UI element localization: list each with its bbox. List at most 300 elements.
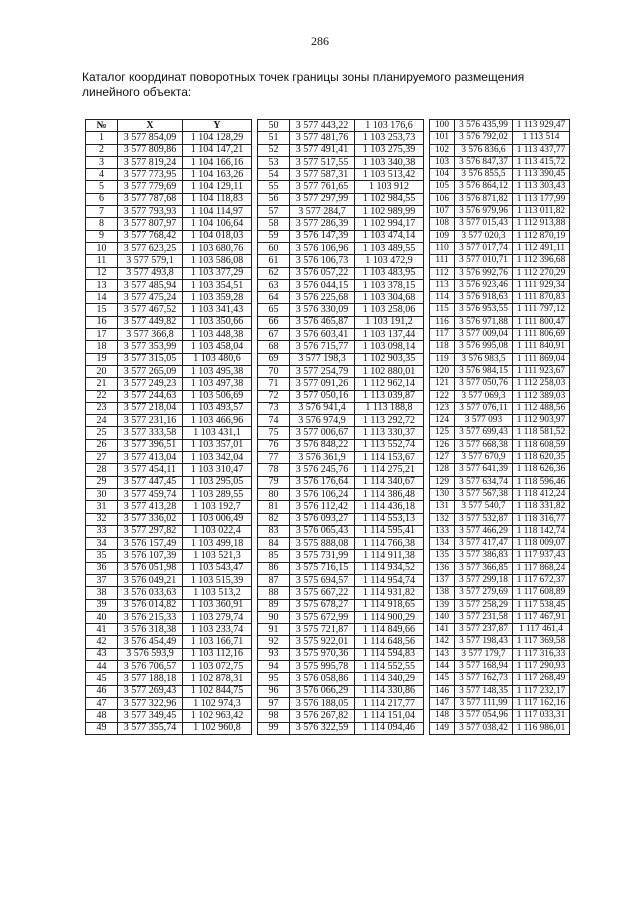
point-number-cell: 116 — [430, 316, 455, 328]
point-number-cell: 149 — [430, 722, 455, 734]
table-row — [430, 501, 570, 513]
y-coordinate-cell: 1 117 467,91 — [513, 611, 570, 623]
table-row — [258, 513, 424, 525]
x-coordinate-cell: 3 577 809,86 — [118, 144, 183, 156]
point-number-cell: 146 — [430, 685, 455, 697]
y-coordinate-cell: 1 103 378,15 — [355, 279, 424, 291]
table-row — [258, 329, 424, 341]
y-coordinate-cell: 1 111 840,91 — [513, 341, 570, 353]
y-coordinate-cell: 1 103 341,43 — [183, 304, 252, 316]
point-number-cell: 3 — [86, 156, 118, 168]
y-coordinate-cell: 1 103 289,55 — [183, 488, 252, 500]
x-coordinate-cell: 3 577 670,9 — [455, 452, 513, 464]
table-row — [258, 636, 424, 648]
table-row — [258, 304, 424, 316]
y-coordinate-cell: 1 114 911,38 — [355, 550, 424, 562]
y-coordinate-cell: 1 118 608,59 — [513, 439, 570, 451]
table-row — [258, 673, 424, 685]
x-coordinate-cell: 3 577 237,87 — [455, 624, 513, 636]
table-row — [430, 292, 570, 304]
y-coordinate-cell: 1 114 594,83 — [355, 648, 424, 660]
table-row — [86, 230, 252, 242]
table-row — [430, 452, 570, 464]
y-coordinate-cell: 1 103 350,66 — [183, 316, 252, 328]
y-coordinate-cell: 1 114 648,56 — [355, 636, 424, 648]
point-number-cell: 76 — [258, 439, 290, 451]
y-coordinate-cell: 1 118 596,46 — [513, 476, 570, 488]
table-row — [258, 120, 424, 132]
table-row — [258, 427, 424, 439]
table-row — [86, 599, 252, 611]
y-coordinate-cell: 1 103 295,05 — [183, 476, 252, 488]
point-number-cell: 145 — [430, 673, 455, 685]
y-coordinate-cell: 1 117 538,45 — [513, 599, 570, 611]
point-number-cell: 22 — [86, 390, 118, 402]
table-row — [86, 304, 252, 316]
point-number-cell: 1 — [86, 132, 118, 144]
x-coordinate-cell: 3 576 603,41 — [290, 329, 355, 341]
point-number-cell: 127 — [430, 452, 455, 464]
point-number-cell: 118 — [430, 341, 455, 353]
x-coordinate-cell: 3 576 051,98 — [118, 562, 183, 574]
x-coordinate-cell: 3 577 069,3 — [455, 390, 513, 402]
table-row — [86, 464, 252, 476]
table-row — [258, 525, 424, 537]
table-row — [430, 525, 570, 537]
table-row — [430, 120, 570, 132]
x-coordinate-cell: 3 575 678,27 — [290, 599, 355, 611]
x-coordinate-cell: 3 577 353,99 — [118, 341, 183, 353]
y-coordinate-cell: 1 102 903,35 — [355, 353, 424, 365]
y-coordinate-cell: 1 103 448,38 — [183, 329, 252, 341]
point-number-cell: 66 — [258, 316, 290, 328]
table-row — [86, 710, 252, 722]
y-coordinate-cell: 1 102 878,31 — [183, 673, 252, 685]
point-number-cell: 60 — [258, 242, 290, 254]
x-coordinate-cell: 3 577 761,65 — [290, 181, 355, 193]
y-coordinate-cell: 1 117 672,37 — [513, 574, 570, 586]
table-row — [86, 255, 252, 267]
x-coordinate-cell: 3 576 855,5 — [455, 169, 513, 181]
point-number-cell: 109 — [430, 230, 455, 242]
point-number-cell: 7 — [86, 206, 118, 218]
point-number-cell: 16 — [86, 316, 118, 328]
table-row — [86, 673, 252, 685]
point-number-cell: 134 — [430, 538, 455, 550]
point-number-cell: 80 — [258, 488, 290, 500]
y-coordinate-cell: 1 103 377,29 — [183, 267, 252, 279]
x-coordinate-cell: 3 577 773,95 — [118, 169, 183, 181]
table-row — [430, 710, 570, 722]
point-number-cell: 64 — [258, 292, 290, 304]
table-row — [258, 402, 424, 414]
table-row — [258, 648, 424, 660]
point-number-cell: 143 — [430, 648, 455, 660]
point-number-cell: 86 — [258, 562, 290, 574]
table-row — [430, 353, 570, 365]
x-coordinate-cell: 3 576 953,55 — [455, 304, 513, 316]
point-number-cell: 24 — [86, 415, 118, 427]
y-coordinate-cell: 1 113 552,74 — [355, 439, 424, 451]
y-coordinate-cell: 1 117 608,89 — [513, 587, 570, 599]
x-coordinate-cell: 3 577 297,82 — [118, 525, 183, 537]
x-coordinate-cell: 3 575 922,01 — [290, 636, 355, 648]
point-number-cell: 93 — [258, 648, 290, 660]
y-coordinate-cell: 1 104 166,16 — [183, 156, 252, 168]
y-coordinate-cell: 1 103 258,06 — [355, 304, 424, 316]
x-coordinate-cell: 3 576 267,82 — [290, 710, 355, 722]
table-row — [430, 279, 570, 291]
point-number-cell: 105 — [430, 181, 455, 193]
coordinates-table-2 — [257, 119, 424, 735]
table-body — [258, 120, 424, 735]
x-coordinate-cell: 3 577 297,99 — [290, 193, 355, 205]
x-coordinate-cell: 3 577 481,76 — [290, 132, 355, 144]
table-row — [258, 292, 424, 304]
y-coordinate-cell: 1 117 868,24 — [513, 562, 570, 574]
point-number-cell: 62 — [258, 267, 290, 279]
y-coordinate-cell: 1 104 128,29 — [183, 132, 252, 144]
point-number-cell: 147 — [430, 697, 455, 709]
x-coordinate-cell: 3 577 010,71 — [455, 255, 513, 267]
point-number-cell: 103 — [430, 156, 455, 168]
y-coordinate-cell: 1 114 330,86 — [355, 685, 424, 697]
table-row — [430, 304, 570, 316]
y-coordinate-cell: 1 114 340,29 — [355, 673, 424, 685]
point-number-cell: 87 — [258, 574, 290, 586]
table-row — [430, 697, 570, 709]
point-number-cell: 83 — [258, 525, 290, 537]
x-coordinate-cell: 3 576 454,49 — [118, 636, 183, 648]
point-number-cell: 36 — [86, 562, 118, 574]
point-number-cell: 68 — [258, 341, 290, 353]
point-number-cell: 11 — [86, 255, 118, 267]
point-number-cell: 46 — [86, 685, 118, 697]
table-row — [258, 476, 424, 488]
y-coordinate-cell: 1 104 114,97 — [183, 206, 252, 218]
point-number-cell: 28 — [86, 464, 118, 476]
point-number-cell: 85 — [258, 550, 290, 562]
point-number-cell: 42 — [86, 636, 118, 648]
table-row — [258, 550, 424, 562]
y-coordinate-cell: 1 104 147,21 — [183, 144, 252, 156]
point-number-cell: 52 — [258, 144, 290, 156]
point-number-cell: 30 — [86, 488, 118, 500]
y-coordinate-cell: 1 117 232,17 — [513, 685, 570, 697]
point-number-cell: 5 — [86, 181, 118, 193]
coordinates-table-1 — [85, 119, 252, 735]
x-coordinate-cell: 3 576 992,76 — [455, 267, 513, 279]
table-row — [86, 501, 252, 513]
table-row — [86, 538, 252, 550]
point-number-cell: 139 — [430, 599, 455, 611]
x-coordinate-cell: 3 576 049,21 — [118, 574, 183, 586]
table-row — [86, 488, 252, 500]
point-number-cell: 17 — [86, 329, 118, 341]
x-coordinate-cell: 3 577 017,74 — [455, 242, 513, 254]
point-number-cell: 72 — [258, 390, 290, 402]
x-coordinate-cell: 3 577 148,35 — [455, 685, 513, 697]
x-coordinate-cell: 3 577 050,76 — [455, 378, 513, 390]
point-number-cell: 34 — [86, 538, 118, 550]
y-coordinate-cell: 1 103 466,96 — [183, 415, 252, 427]
y-coordinate-cell: 1 113 437,77 — [513, 144, 570, 156]
table-row — [258, 144, 424, 156]
table-row — [86, 353, 252, 365]
table-row — [258, 255, 424, 267]
x-coordinate-cell: 3 576 923,46 — [455, 279, 513, 291]
table-row — [430, 661, 570, 673]
table-row — [86, 587, 252, 599]
point-number-cell: 95 — [258, 673, 290, 685]
table-row — [258, 365, 424, 377]
table-row — [258, 661, 424, 673]
y-coordinate-cell: 1 112 270,29 — [513, 267, 570, 279]
point-number-cell: 48 — [86, 710, 118, 722]
y-coordinate-cell: 1 114 849,66 — [355, 624, 424, 636]
y-coordinate-cell: 1 103 489,55 — [355, 242, 424, 254]
y-coordinate-cell: 1 113 330,37 — [355, 427, 424, 439]
point-number-cell: 15 — [86, 304, 118, 316]
y-coordinate-cell: 1 111 870,83 — [513, 292, 570, 304]
y-coordinate-cell: 1 103 304,68 — [355, 292, 424, 304]
table-row — [258, 279, 424, 291]
table-row — [430, 329, 570, 341]
x-coordinate-cell: 3 577 459,74 — [118, 488, 183, 500]
y-coordinate-cell: 1 118 316,77 — [513, 513, 570, 525]
table-row — [430, 156, 570, 168]
point-number-cell: 89 — [258, 599, 290, 611]
x-coordinate-cell: 3 576 715,77 — [290, 341, 355, 353]
x-coordinate-cell: 3 576 147,39 — [290, 230, 355, 242]
x-coordinate-cell: 3 576 176,64 — [290, 476, 355, 488]
x-coordinate-cell: 3 576 093,27 — [290, 513, 355, 525]
point-number-cell: 96 — [258, 685, 290, 697]
table-body — [86, 132, 252, 735]
x-coordinate-cell: 3 577 284,7 — [290, 206, 355, 218]
point-number-cell: 148 — [430, 710, 455, 722]
point-number-cell: 104 — [430, 169, 455, 181]
x-coordinate-cell: 3 576 106,24 — [290, 488, 355, 500]
table-row — [430, 513, 570, 525]
y-coordinate-cell: 1 102 960,8 — [183, 722, 252, 734]
x-coordinate-cell: 3 577 162,73 — [455, 673, 513, 685]
x-coordinate-cell: 3 577 668,38 — [455, 439, 513, 451]
y-coordinate-cell: 1 117 461,4 — [513, 624, 570, 636]
x-coordinate-cell: 3 576 157,49 — [118, 538, 183, 550]
y-coordinate-cell: 1 111 797,12 — [513, 304, 570, 316]
x-coordinate-cell: 3 576 871,82 — [455, 193, 513, 205]
point-number-cell: 140 — [430, 611, 455, 623]
y-coordinate-cell: 1 114 151,04 — [355, 710, 424, 722]
x-coordinate-cell: 3 575 667,22 — [290, 587, 355, 599]
point-number-cell: 8 — [86, 218, 118, 230]
table-row — [430, 218, 570, 230]
table-row — [86, 562, 252, 574]
table-row — [430, 365, 570, 377]
x-coordinate-cell: 3 576 864,12 — [455, 181, 513, 193]
x-coordinate-cell: 3 576 188,05 — [290, 697, 355, 709]
point-number-cell: 21 — [86, 378, 118, 390]
y-coordinate-cell: 1 103 340,38 — [355, 156, 424, 168]
y-coordinate-cell: 1 103 515,39 — [183, 574, 252, 586]
point-number-cell: 59 — [258, 230, 290, 242]
x-coordinate-cell: 3 577 020,3 — [455, 230, 513, 242]
y-coordinate-cell: 1 111 806,69 — [513, 329, 570, 341]
y-coordinate-cell: 1 103 357,01 — [183, 439, 252, 451]
x-coordinate-cell: 3 577 386,83 — [455, 550, 513, 562]
table-row — [258, 452, 424, 464]
point-number-cell: 131 — [430, 501, 455, 513]
table-row — [86, 279, 252, 291]
table-row — [258, 242, 424, 254]
x-coordinate-cell: 3 576 983,5 — [455, 353, 513, 365]
x-coordinate-cell: 3 577 265,09 — [118, 365, 183, 377]
x-coordinate-cell: 3 577 218,04 — [118, 402, 183, 414]
point-number-cell: 100 — [430, 120, 455, 132]
table-row — [430, 464, 570, 476]
table-row — [430, 550, 570, 562]
table-row — [430, 636, 570, 648]
point-number-cell: 12 — [86, 267, 118, 279]
x-coordinate-cell: 3 577 258,29 — [455, 599, 513, 611]
table-row — [86, 439, 252, 451]
table-row — [86, 476, 252, 488]
y-coordinate-cell: 1 103 493,57 — [183, 402, 252, 414]
y-coordinate-cell: 1 103 360,91 — [183, 599, 252, 611]
x-coordinate-cell: 3 576 225,68 — [290, 292, 355, 304]
table-row — [258, 611, 424, 623]
x-coordinate-cell: 3 577 443,22 — [290, 120, 355, 132]
table-row — [258, 206, 424, 218]
x-coordinate-cell: 3 577 779,69 — [118, 181, 183, 193]
point-number-cell: 106 — [430, 193, 455, 205]
y-coordinate-cell: 1 103 137,44 — [355, 329, 424, 341]
x-coordinate-cell: 3 577 854,09 — [118, 132, 183, 144]
point-number-cell: 111 — [430, 255, 455, 267]
table-row — [86, 452, 252, 464]
point-number-cell: 128 — [430, 464, 455, 476]
y-coordinate-cell: 1 103 431,1 — [183, 427, 252, 439]
table-row — [258, 562, 424, 574]
point-number-cell: 10 — [86, 242, 118, 254]
x-coordinate-cell: 3 576 974,9 — [290, 415, 355, 427]
x-coordinate-cell: 3 576 706,57 — [118, 661, 183, 673]
y-coordinate-cell: 1 112 962,14 — [355, 378, 424, 390]
x-coordinate-cell: 3 577 768,42 — [118, 230, 183, 242]
point-number-cell: 37 — [86, 574, 118, 586]
y-coordinate-cell: 1 117 316,33 — [513, 648, 570, 660]
point-number-cell: 77 — [258, 452, 290, 464]
table-row — [430, 193, 570, 205]
point-number-cell: 69 — [258, 353, 290, 365]
x-coordinate-cell: 3 577 333,58 — [118, 427, 183, 439]
point-number-cell: 61 — [258, 255, 290, 267]
table-row — [258, 218, 424, 230]
table-row — [430, 132, 570, 144]
y-coordinate-cell: 1 114 386,48 — [355, 488, 424, 500]
x-coordinate-cell: 3 576 065,43 — [290, 525, 355, 537]
x-coordinate-cell: 3 577 286,39 — [290, 218, 355, 230]
x-coordinate-cell: 3 577 366,85 — [455, 562, 513, 574]
x-coordinate-cell: 3 577 249,23 — [118, 378, 183, 390]
table-row — [430, 538, 570, 550]
point-number-cell: 23 — [86, 402, 118, 414]
table-row — [430, 230, 570, 242]
x-coordinate-cell: 3 577 454,11 — [118, 464, 183, 476]
y-coordinate-cell: 1 114 918,65 — [355, 599, 424, 611]
table-row — [258, 722, 424, 734]
y-coordinate-cell: 1 114 552,55 — [355, 661, 424, 673]
table-row — [430, 427, 570, 439]
y-coordinate-cell: 1 103 006,49 — [183, 513, 252, 525]
point-number-cell: 18 — [86, 341, 118, 353]
x-coordinate-cell: 3 577 449,82 — [118, 316, 183, 328]
x-coordinate-cell: 3 577 366,8 — [118, 329, 183, 341]
table-row — [258, 464, 424, 476]
point-number-cell: 120 — [430, 365, 455, 377]
point-number-cell: 102 — [430, 144, 455, 156]
point-number-cell: 33 — [86, 525, 118, 537]
y-coordinate-cell: 1 116 986,01 — [513, 722, 570, 734]
table-body — [430, 120, 570, 735]
table-row — [86, 156, 252, 168]
x-coordinate-cell: 3 577 168,94 — [455, 661, 513, 673]
table-row — [86, 636, 252, 648]
y-coordinate-cell: 1 112 258,03 — [513, 378, 570, 390]
x-coordinate-cell: 3 576 066,29 — [290, 685, 355, 697]
table-row — [86, 144, 252, 156]
x-coordinate-cell: 3 576 058,86 — [290, 673, 355, 685]
y-coordinate-cell: 1 112 491,11 — [513, 242, 570, 254]
y-coordinate-cell: 1 112 396,68 — [513, 255, 570, 267]
table-row — [430, 673, 570, 685]
x-coordinate-cell: 3 576 245,76 — [290, 464, 355, 476]
x-coordinate-cell: 3 577 579,1 — [118, 255, 183, 267]
table-row — [258, 156, 424, 168]
x-coordinate-cell: 3 577 807,97 — [118, 218, 183, 230]
table-row — [258, 267, 424, 279]
y-coordinate-cell: 1 112 913,88 — [513, 218, 570, 230]
y-coordinate-cell: 1 114 954,74 — [355, 574, 424, 586]
x-coordinate-cell: 3 577 050,16 — [290, 390, 355, 402]
table-row — [430, 722, 570, 734]
x-coordinate-cell: 3 577 009,04 — [455, 329, 513, 341]
table-row — [430, 599, 570, 611]
point-number-cell: 35 — [86, 550, 118, 562]
point-number-cell: 132 — [430, 513, 455, 525]
y-coordinate-cell: 1 114 934,52 — [355, 562, 424, 574]
table-row — [258, 390, 424, 402]
x-coordinate-cell: 3 576 465,87 — [290, 316, 355, 328]
x-coordinate-cell: 3 576 106,73 — [290, 255, 355, 267]
point-number-cell: 121 — [430, 378, 455, 390]
y-coordinate-cell: 1 117 290,93 — [513, 661, 570, 673]
x-coordinate-cell: 3 577 540,7 — [455, 501, 513, 513]
table-row — [258, 353, 424, 365]
y-coordinate-cell: 1 118 142,74 — [513, 525, 570, 537]
table-row — [430, 476, 570, 488]
header-num: № — [86, 120, 118, 132]
y-coordinate-cell: 1 103 233,74 — [183, 624, 252, 636]
table-row — [430, 562, 570, 574]
y-coordinate-cell: 1 114 340,67 — [355, 476, 424, 488]
point-number-cell: 98 — [258, 710, 290, 722]
point-number-cell: 101 — [430, 132, 455, 144]
table-row — [86, 390, 252, 402]
y-coordinate-cell: 1 118 331,82 — [513, 501, 570, 513]
y-coordinate-cell: 1 103 499,18 — [183, 538, 252, 550]
